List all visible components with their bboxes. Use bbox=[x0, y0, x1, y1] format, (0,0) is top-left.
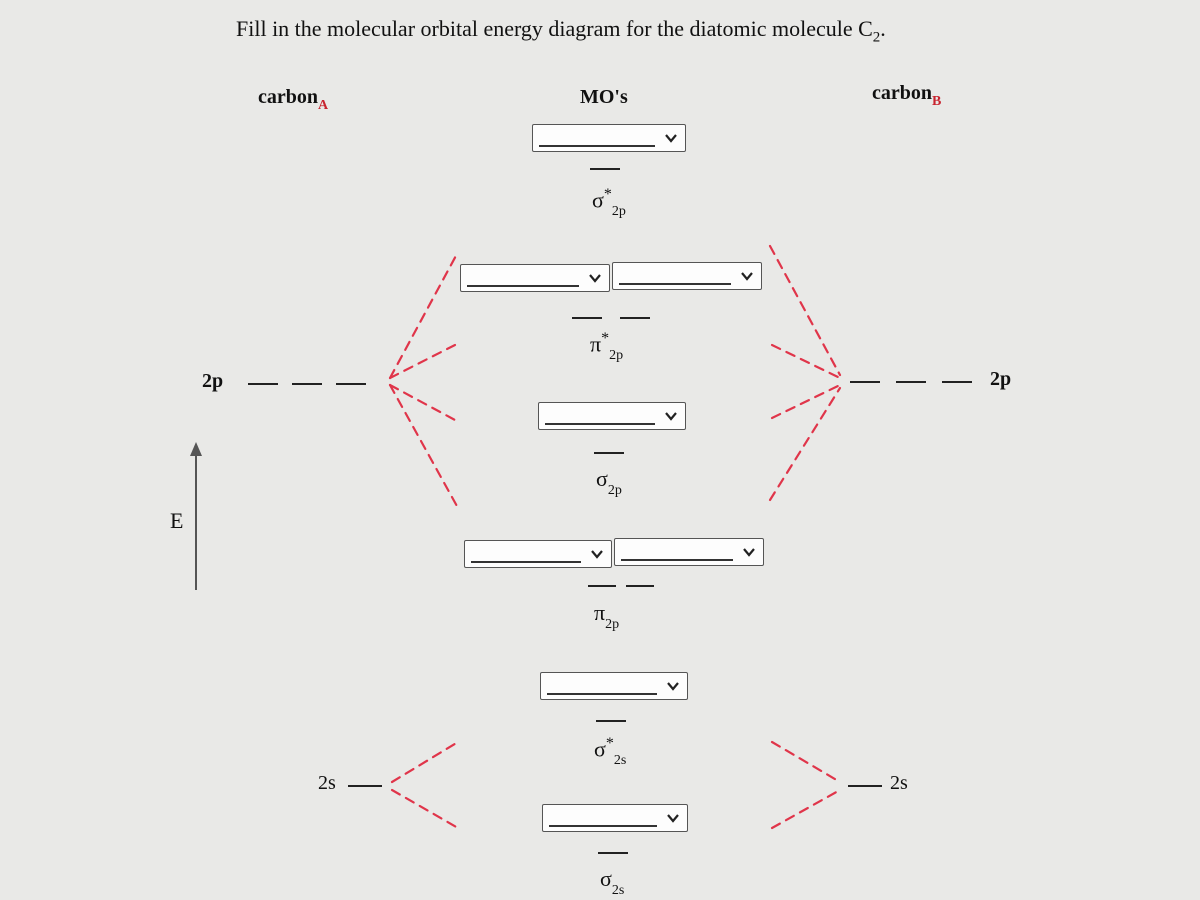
chevron-down-icon bbox=[739, 268, 755, 284]
pi-2p-orbital-1 bbox=[588, 585, 616, 587]
chevron-down-icon bbox=[665, 810, 681, 826]
chevron-down-icon bbox=[665, 678, 681, 694]
dropdown-value bbox=[539, 145, 655, 147]
chevron-down-icon bbox=[663, 408, 679, 424]
sigma-2p-orbital bbox=[594, 452, 624, 454]
sigma-2p-label: $\sigma_{2p}$ bbox=[596, 466, 622, 498]
dropdown-value bbox=[621, 559, 733, 561]
pi-2p-orbital-2 bbox=[626, 585, 654, 587]
chevron-down-icon bbox=[741, 544, 757, 560]
pi-2p-label: $\pi_{2p}$ bbox=[594, 600, 620, 632]
sigma-star-2s-orbital bbox=[596, 720, 626, 722]
right-2s-connector-down bbox=[772, 790, 840, 828]
left-2p-label: 2p bbox=[202, 370, 224, 392]
left-2s-connector-up bbox=[392, 742, 458, 782]
header-carbon-a: carbon$_A$ bbox=[258, 86, 329, 113]
dropdown-value bbox=[545, 423, 655, 425]
right-2p-connector-lower bbox=[772, 385, 840, 418]
question-prompt: Fill in the molecular orbital energy diagram for the diatomic molecule $C_2$. bbox=[236, 16, 886, 46]
pi-2p-dropdown-1[interactable] bbox=[464, 540, 612, 568]
chevron-down-icon bbox=[587, 270, 603, 286]
header-carbon-b: carbon$_B$ bbox=[872, 82, 942, 109]
header-mos: MO's bbox=[580, 86, 628, 108]
sigma-2s-label: $\sigma_{2s}$ bbox=[600, 866, 625, 898]
right-2p-connector-upper bbox=[772, 345, 840, 378]
chevron-down-icon bbox=[589, 546, 605, 562]
pi-star-2p-dropdown-1[interactable] bbox=[460, 264, 610, 292]
dropdown-value bbox=[549, 825, 657, 827]
sigma-star-2s-label: $\sigma^*_{2s}$ bbox=[594, 735, 627, 769]
right-2p-connector-up bbox=[770, 246, 840, 375]
right-2p-label: 2p bbox=[990, 368, 1012, 390]
pi-star-2p-dropdown-2[interactable] bbox=[612, 262, 762, 290]
left-2s-label: 2s bbox=[318, 772, 336, 794]
left-2p-connector-up bbox=[390, 252, 458, 378]
right-2p-connector-down bbox=[770, 388, 840, 500]
right-2s-label: 2s bbox=[890, 772, 908, 794]
dropdown-value bbox=[547, 693, 657, 695]
sigma-2s-orbital bbox=[598, 852, 628, 854]
sigma-star-2p-dropdown[interactable] bbox=[532, 124, 686, 152]
pi-2p-dropdown-2[interactable] bbox=[614, 538, 764, 566]
sigma-2s-dropdown[interactable] bbox=[542, 804, 688, 832]
energy-axis-label: E bbox=[170, 508, 184, 533]
left-2s-connector-down bbox=[392, 790, 458, 828]
dropdown-value bbox=[467, 285, 579, 287]
pi-star-2p-label: $\pi^*_{2p}$ bbox=[590, 330, 624, 364]
right-2s-connector-up bbox=[772, 742, 840, 782]
sigma-star-2p-orbital bbox=[590, 168, 620, 170]
dropdown-value bbox=[471, 561, 581, 563]
pi-star-2p-orbital-1 bbox=[572, 317, 602, 319]
sigma-star-2s-dropdown[interactable] bbox=[540, 672, 688, 700]
dropdown-value bbox=[619, 283, 731, 285]
chevron-down-icon bbox=[663, 130, 679, 146]
sigma-star-2p-label: $\sigma^*_{2p}$ bbox=[592, 186, 626, 220]
pi-star-2p-orbital-2 bbox=[620, 317, 650, 319]
sigma-2p-dropdown[interactable] bbox=[538, 402, 686, 430]
